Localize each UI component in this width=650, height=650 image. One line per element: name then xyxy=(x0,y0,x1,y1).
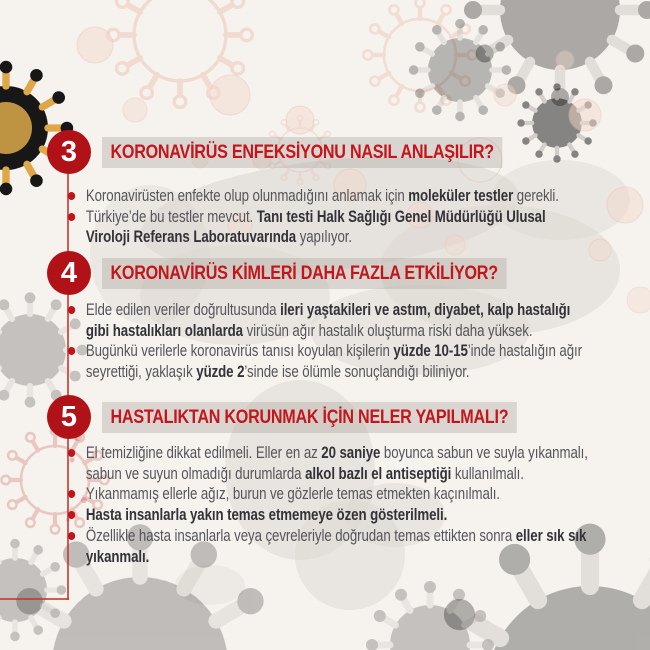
bullet-item xyxy=(67,186,592,207)
bullet-text: ’sinde ise ölümle sonuçlandığı biliniyor. xyxy=(244,363,470,382)
bullet-text: ’inde hastalığın ağır seyrettiği, yaklaşık xyxy=(85,342,582,382)
section-heading: KORONAVİRÜS KİMLERİ DAHA FAZLA ETKİLİYOR? xyxy=(102,258,506,289)
section-number-badge xyxy=(47,130,91,174)
bullet-item xyxy=(67,526,592,567)
section-number: 3 xyxy=(60,135,78,168)
section-number: 4 xyxy=(60,256,78,289)
bullet-text: Özellikle hasta insanlarla veya çevreleriyle doğrudan temas ettikten sonra xyxy=(85,526,516,545)
bullet-text-bold: Hasta insanlarla yakın temas etmemeye özen gösterilmeli. xyxy=(85,506,448,525)
bullet-text-bold: ileri yaştakileri ve astım, diyabet, kalp hastalığı gibi hastalıkları olanlarda xyxy=(85,301,571,340)
section-number-badge xyxy=(47,395,91,439)
bullet-text: yapılıyor. xyxy=(296,228,353,247)
section-heading: KORONAVİRÜS ENFEKSİYONU NASIL ANLAŞILIR? xyxy=(102,137,502,168)
bullet-text: Yıkanmamış ellerle ağız, burun ve gözlerle temas etmekten kaçınılmalı. xyxy=(85,485,500,504)
bullet-item xyxy=(67,207,592,248)
section-3 xyxy=(0,130,650,248)
section-number-badge xyxy=(47,251,91,295)
bullet-text-bold: yüzde 10-15 xyxy=(393,342,468,361)
bullet-text: Koronavirüsten enfekte olup olunmadığını anlamak için xyxy=(85,187,409,205)
section-header xyxy=(47,251,620,295)
section-heading: HASTALIKTAN KORUNMAK İÇİN NELER YAPILMALI? xyxy=(102,402,517,433)
bullet-item xyxy=(67,505,592,526)
bullet-text: El temizliğine dikkat edilmeli. Eller en az xyxy=(85,444,322,462)
bullet-text: boyunca sabun ve suyla yıkanmalı, sabun ve suyun olmadığı durumlarda xyxy=(85,444,588,483)
bullet-text-bold: 20 saniye xyxy=(321,444,381,462)
section-number: 5 xyxy=(60,400,78,433)
section-4 xyxy=(0,251,650,383)
bullet-text-bold: moleküler testler xyxy=(408,187,514,205)
bullet-item xyxy=(67,484,592,505)
bullet-text: kullanılmalı. xyxy=(451,464,524,483)
bullet-text: Bugünkü verilerle koronavirüs tanısı koyulan kişilerin xyxy=(85,342,394,361)
bullet-text-bold: eller sık sık yıkanmalı. xyxy=(85,526,587,566)
bullet-text: gerekli. xyxy=(513,187,559,205)
bullet-item xyxy=(67,341,592,382)
bullet-text: Türkiye’de bu testler mevcut. xyxy=(85,207,257,226)
bullet-item xyxy=(67,300,592,341)
section-header xyxy=(47,130,620,174)
bullet-text: virüsün ağır hastalık oluşturma riski daha yüksek. xyxy=(242,321,533,340)
bullet-text: Elde edilen veriler doğrultusunda xyxy=(85,301,281,319)
section-5 xyxy=(0,395,650,567)
bullet-text-bold: alkol bazlı el antiseptiği xyxy=(305,464,452,483)
bullet-item xyxy=(67,443,592,484)
bullet-list xyxy=(67,443,592,567)
bullet-list xyxy=(67,300,592,383)
bullet-text-bold: Tanı testi Halk Sağlığı Genel Müdürlüğü Ulusal Viroloji Referans Laboratuvarında xyxy=(85,207,546,247)
section-header xyxy=(47,395,620,439)
bullet-list xyxy=(67,186,592,248)
bullet-text-bold: yüzde 2 xyxy=(196,363,245,382)
timeline-line-horizontal xyxy=(0,598,69,600)
